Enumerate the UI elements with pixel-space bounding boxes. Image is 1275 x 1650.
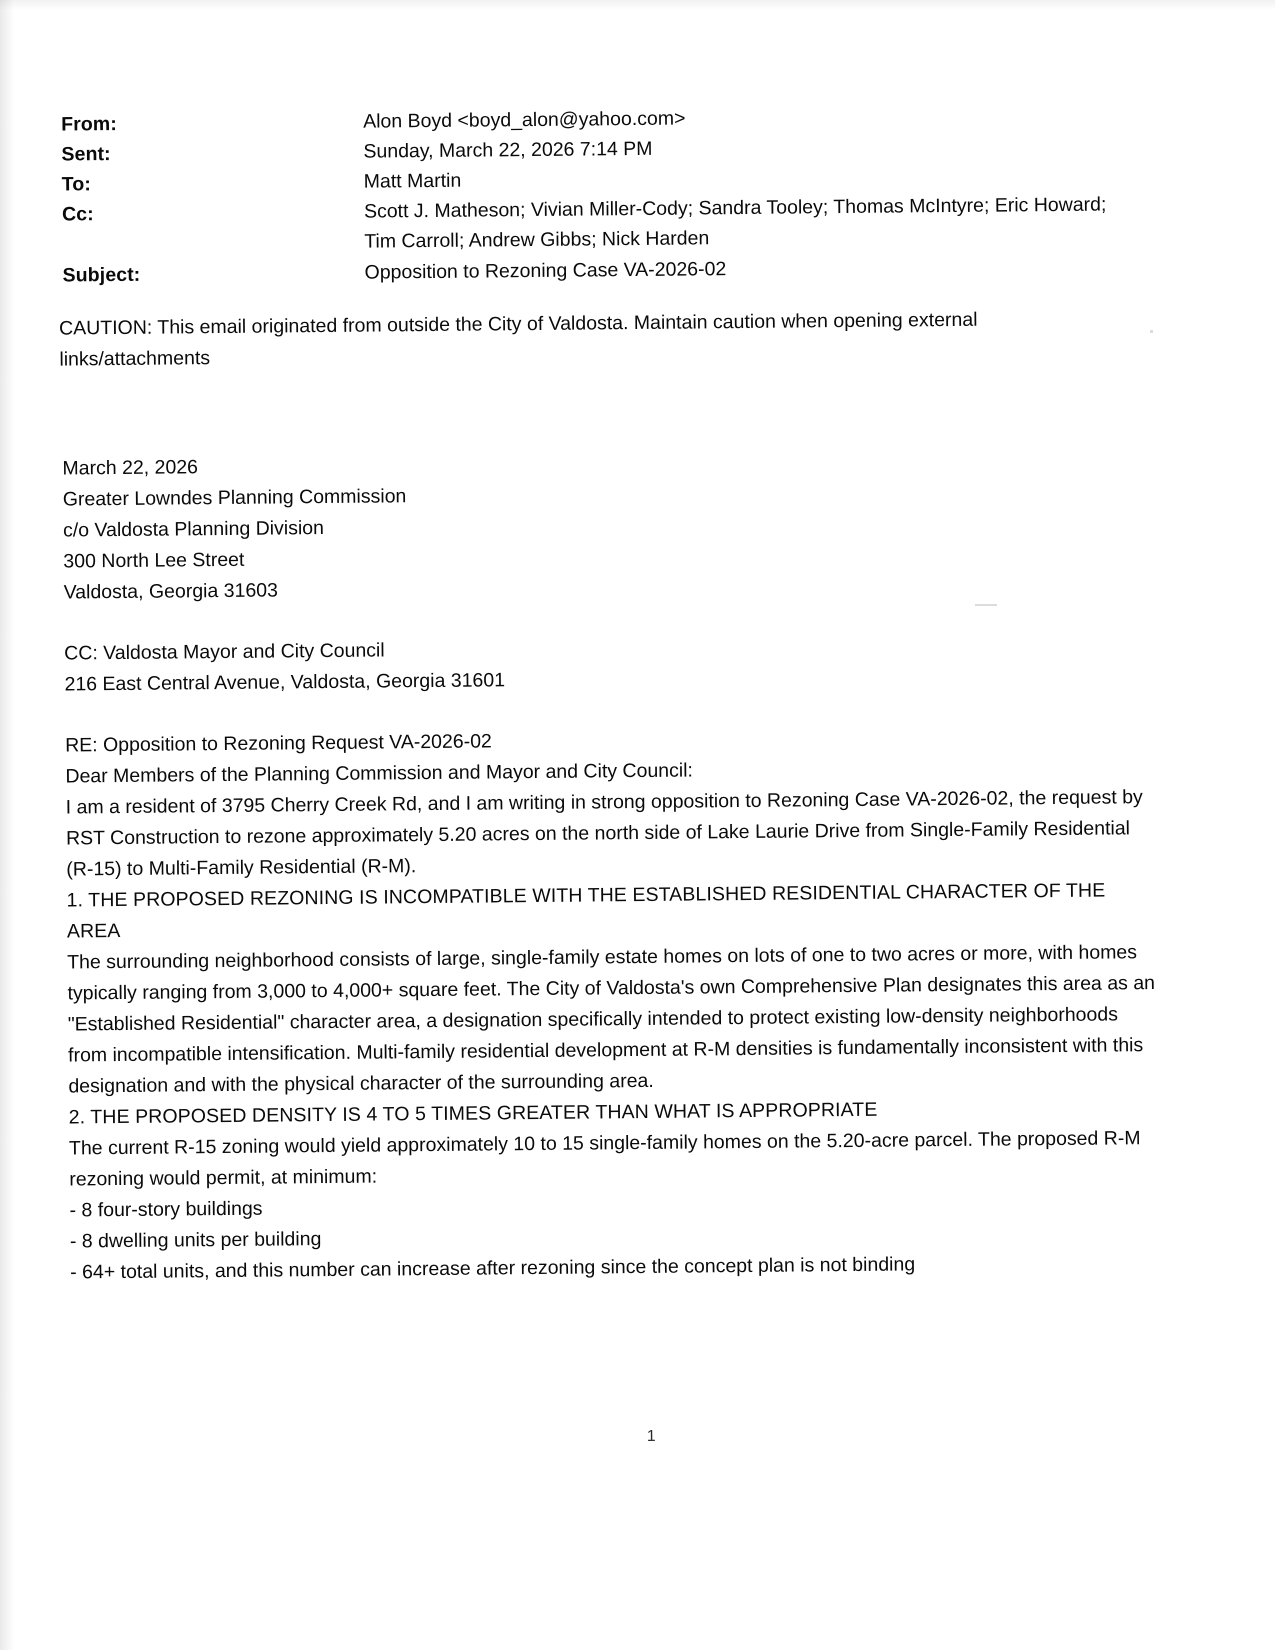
email-field-to-value: Matt Martin xyxy=(363,169,462,193)
section-2-body: The current R-15 zoning would yield approximately 10 to 15 single-family homes on the 5.20-acre parcel. The proposed R-M rezoning would permit, at minimum: xyxy=(68,1127,1141,1191)
email-field-from-label: From: xyxy=(61,113,118,136)
address-line: Valdosta, Georgia 31603 xyxy=(63,579,279,604)
section-1-heading: 1. THE PROPOSED REZONING IS INCOMPATIBLE WITH THE ESTABLISHED RESIDENTIAL CHARACTER OF THE AREA xyxy=(66,879,1106,943)
density-bullet-list xyxy=(69,1185,1160,1288)
email-field-sent-label: Sent: xyxy=(61,143,111,166)
email-field-subject-label: Subject: xyxy=(62,263,141,287)
list-item: - 64+ total units, and this number can increase after rezoning since the concept plan is not binding xyxy=(70,1253,916,1284)
letter-body xyxy=(62,443,1160,1288)
email-field-cc-continuation: Tim Carroll; Andrew Gibbs; Nick Harden xyxy=(364,227,710,253)
email-field-to-label: To: xyxy=(61,173,92,196)
email-field-sent-value: Sunday, March 22, 2026 7:14 PM xyxy=(363,137,653,163)
scan-edge-shading-left xyxy=(0,0,14,1650)
intro-paragraph: I am a resident of 3795 Cherry Creek Rd, and I am writing in strong opposition to Rezoning Case VA-2026-02, the request by RST Construction to rezone approximately 5.20 acres on the north side of Lake Laurie Drive from Single-Family Residential (R-15) to Multi-Family Residential (R-M). xyxy=(65,786,1143,881)
cc-line: 216 East Central Avenue, Valdosta, Georgia 31601 xyxy=(64,669,506,696)
salutation: Dear Members of the Planning Commission and Mayor and City Council: xyxy=(65,759,694,788)
email-field-subject xyxy=(62,250,1162,291)
scan-edge-shading-top xyxy=(0,0,1275,10)
scan-artifact-speck xyxy=(1150,330,1153,333)
email-field-cc-label: Cc: xyxy=(61,203,94,226)
address-line: c/o Valdosta Planning Division xyxy=(62,517,325,542)
email-field-from-value: Alon Boyd <boyd_alon@yahoo.com> xyxy=(363,107,686,133)
address-line: 300 North Lee Street xyxy=(63,548,245,573)
section-1-body: The surrounding neighborhood consists of large, single-family estate homes on lots of one to two acres or more, with homes typically ranging from 3,000 to 4,000+ square feet. The City of Valdosta's own Comprehensive Plan designates this area as an "Established Residential" character area, a designation specifically intended to protect existing low-density neighborhoods from incompatible intensification. Multi-family residential development at R-M densities is fundamentally inconsistent with this designation and with the physical character of the surrounding area. xyxy=(67,941,1156,1098)
page-number: 1 xyxy=(646,1427,656,1445)
list-item: - 8 dwelling units per building xyxy=(69,1228,322,1253)
recipient-address-block xyxy=(63,474,1154,608)
caution-banner: CAUTION: This email originated from outside the City of Valdosta. Maintain caution when opening external links/attachments xyxy=(59,308,978,371)
email-field-cc-value: Scott J. Matheson; Vivian Miller-Cody; Sandra Tooley; Thomas McIntyre; Eric Howard; xyxy=(363,193,1107,223)
cc-address-block xyxy=(64,628,1155,700)
re-line: RE: Opposition to Rezoning Request VA-2026-02 xyxy=(65,730,492,757)
cc-line: CC: Valdosta Mayor and City Council xyxy=(64,639,385,665)
email-field-subject-value: Opposition to Rezoning Case VA-2026-02 xyxy=(364,258,727,284)
email-header-block xyxy=(61,99,1163,291)
address-line: Greater Lowndes Planning Commission xyxy=(62,485,407,511)
letter-date: March 22, 2026 xyxy=(62,456,199,480)
section-2-heading: 2. THE PROPOSED DENSITY IS 4 TO 5 TIMES GREATER THAN WHAT IS APPROPRIATE xyxy=(68,1098,878,1129)
list-item: - 8 four-story buildings xyxy=(69,1197,263,1222)
